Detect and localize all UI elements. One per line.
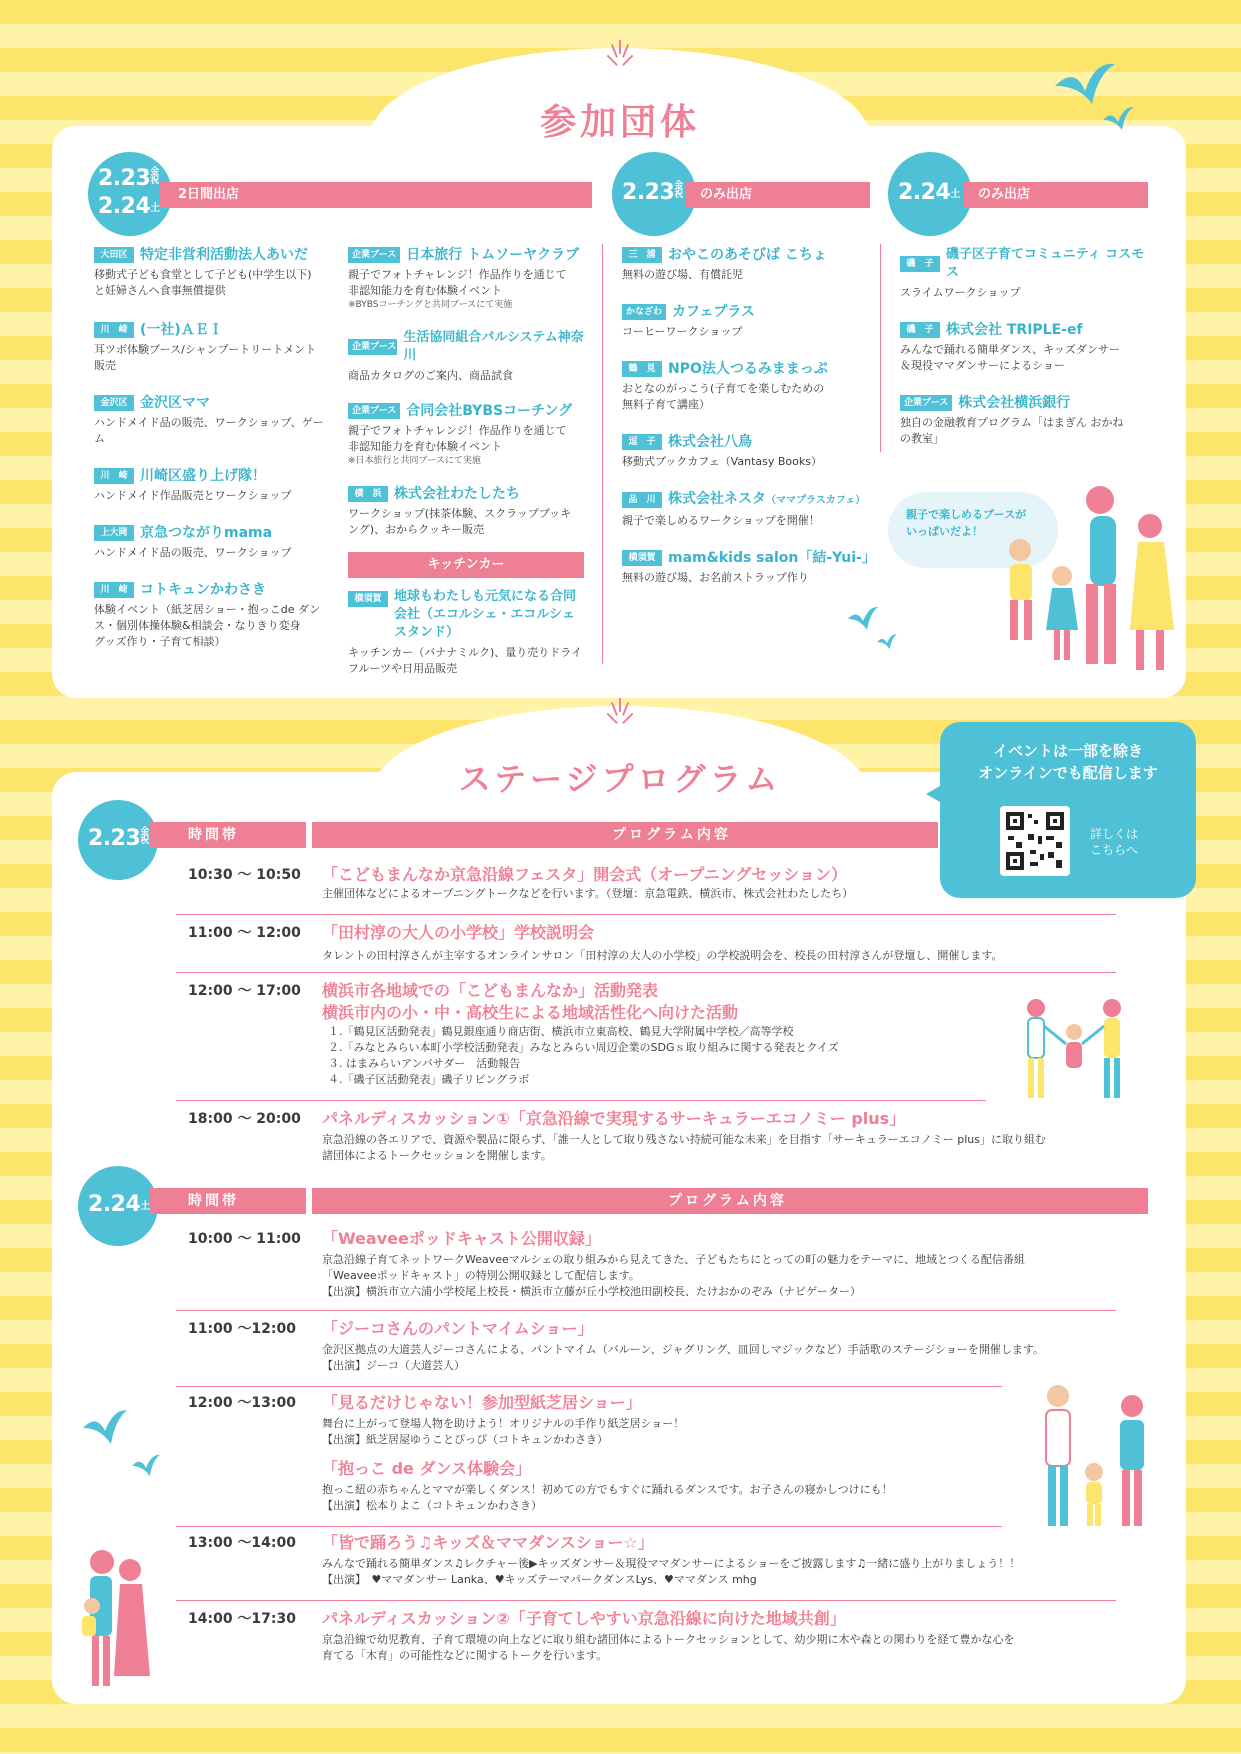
group-name: NPO法人つるみままっぷ bbox=[668, 361, 828, 377]
group-entry: 川 崎 コトキュンかわさき 体験イベント（紙芝居ショー・抱っこde ダン ス・個別体操体験&相談会・なりきり変身 グッズ作り・子育て相談） bbox=[94, 582, 321, 648]
group-name: 株式会社わたしたち bbox=[394, 486, 520, 502]
group-entry: 品 川 株式会社ネスタ（ママプラスカフェ） 親子で楽しめるワークショップを開催！ bbox=[622, 491, 866, 527]
program-row: 10:30 ～ 10:50 「こどもまんなか京急沿線フェスタ」開会式（オープニングセッション） 主催団体などによるオープニングトークなどを行います。（登壇：京急電鉄、横浜市、株式会社わたしたち） bbox=[176, 864, 1116, 914]
group-entry: 企業ブース 日本旅行 トムソーヤクラブ 親子でフォトチャレンジ！作品作りを通じて 非認知能力を育む体験イベント ※BYBSコーチングと共同ブースにて実施 bbox=[348, 247, 580, 310]
program-title: 「ジーコさんのパントマイムショー」 bbox=[322, 1319, 594, 1338]
program-time: 12:00 ～ 17:00 bbox=[188, 983, 301, 999]
group-name: 金沢区ママ bbox=[140, 395, 210, 411]
group-entry: 逗 子 株式会社八鳥 移動式ブックカフェ（Vantasy Books） bbox=[622, 434, 822, 468]
kitchen-car-heading: キッチンカー bbox=[348, 552, 584, 578]
group-entry: 川 崎 川崎区盛り上げ隊！ ハンドメイド作品販売とワークショップ bbox=[94, 468, 292, 502]
group-name: (一社)ＡＥＩ bbox=[140, 322, 223, 338]
header-time: 時間帯 bbox=[150, 822, 306, 848]
stage-title: ステージプログラム bbox=[458, 760, 782, 798]
family-illustration bbox=[960, 480, 1190, 690]
header-time: 時間帯 bbox=[150, 1188, 306, 1214]
date-badge-23: 2.23金祝 bbox=[612, 152, 696, 236]
area-tag: 横須賀 bbox=[622, 550, 662, 566]
speech-bubble: 親子で楽しめるブースが いっぱいだよ！ bbox=[888, 492, 1058, 568]
program-row: 12:00 ～ 17:00 横浜市各地域での「こどもまんなか」活動発表 横浜市内の小・中・高校生による地域活性化へ向けた活動 １.「鶴見区活動発表」鶴見銀座通り商店街、横浜市立東高校、鶴見大学附属中学校／高等学校 ２.「みなとみらい本町小学校活動発表」みなとみらい周辺企業のSDGｓ取り組みに関する発表とクイズ ３. はまみらいアンバサダー 活動報告 ４.「磯子区活動発表」磯子リビングラボ bbox=[176, 980, 1116, 1090]
row-separator bbox=[176, 1600, 1116, 1601]
group-name: 特定非営利活動法人あいだ bbox=[140, 247, 308, 263]
group-name: 生活協同組合パルシステム神奈川 bbox=[403, 330, 584, 363]
group-entry: 磯 子 株式会社 TRIPLE-ef みんなで踊れる簡単ダンス、キッズダンサー ＆現役ママダンサーによるショー bbox=[900, 322, 1120, 372]
program-title: 横浜市各地域での「こどもまんなか」活動発表 bbox=[322, 981, 659, 1000]
area-tag: 磯 子 bbox=[900, 322, 940, 338]
program-time: 18:00 ～ 20:00 bbox=[188, 1111, 301, 1127]
online-stream-notice: イベントは一部を除き オンラインでも配信します 詳しくは こちらへ bbox=[940, 722, 1196, 898]
program-time: 10:00 ～ 11:00 bbox=[188, 1231, 301, 1247]
program-time: 13:00 ～14:00 bbox=[188, 1535, 297, 1551]
row-separator bbox=[176, 1100, 986, 1101]
group-name: 株式会社横浜銀行 bbox=[958, 395, 1071, 411]
stage-date-badge-24: 2.24土 bbox=[78, 1166, 158, 1246]
area-tag: 横須賀 bbox=[348, 591, 388, 607]
program-title: 横浜市内の小・中・高校生による地域活性化へ向けた活動 bbox=[322, 1003, 739, 1022]
group-entry: 横須賀 mam&kids salon「結-Yui-」 無料の遊び場、お名前ストラップ作り bbox=[622, 550, 876, 584]
stage-date-badge-23: 2.23金祝 bbox=[78, 800, 158, 880]
group-entry: かなざわ カフェプラス コーヒーワークショップ bbox=[622, 304, 755, 338]
area-tag: 企業ブース bbox=[348, 339, 397, 355]
header-program: プログラム内容 bbox=[312, 1188, 1148, 1214]
group-name: 合同会社BYBSコーチング bbox=[406, 403, 573, 419]
group-name: 地球もわたしも元気になる合同会社（エコルシェ・エコルシェスタンド） bbox=[394, 589, 577, 640]
group-entry: 企業ブース 合同会社BYBSコーチング 親子でフォトチャレンジ！作品作りを通じて 非認知能力を育む体験イベント ※日本旅行と共同ブースにて実施 bbox=[348, 403, 573, 466]
group-name: おやこのあそびば こちょ bbox=[668, 247, 827, 263]
area-tag: 鶴 見 bbox=[622, 361, 662, 377]
area-tag: 企業ブース bbox=[348, 403, 400, 419]
area-tag: 企業ブース bbox=[900, 395, 952, 411]
program-time: 11:00 ～12:00 bbox=[188, 1321, 297, 1337]
program-row: 13:00 ～14:00 「皆で踊ろう♫キッズ＆ママダンスショー☆」 みんなで踊れる簡単ダンス♫レクチャー後▶キッズダンサー＆現役ママダンサーによるショーをご披露します♫一緒に盛り上がりましょう！！ 【出演】 ♥ママダンサー Lanka、♥キッズテーマパークダンスLys、♥ママダンス mhg bbox=[176, 1532, 1116, 1596]
group-name: 京急つながりmama bbox=[140, 525, 273, 541]
area-tag: 上大岡 bbox=[94, 525, 134, 541]
group-entry: 横 浜 株式会社わたしたち ワークショップ(抹茶体験、スクラップブッキ ング)、おからクッキー販売 bbox=[348, 486, 572, 536]
program-title: パネルディスカッション②「子育てしやすい京急沿線に向けた地域共創」 bbox=[322, 1609, 846, 1628]
groups-title: 参加団体 bbox=[539, 102, 700, 143]
bird-icon bbox=[130, 1452, 162, 1480]
area-tag: 三 浦 bbox=[622, 247, 662, 263]
program-time: 11:00 ～ 12:00 bbox=[188, 925, 301, 941]
group-column-2 bbox=[348, 246, 584, 691]
bubble-pointer bbox=[926, 786, 940, 802]
bird-icon bbox=[80, 1406, 130, 1450]
program-time: 12:00 ～13:00 bbox=[188, 1395, 297, 1411]
column-divider bbox=[602, 244, 603, 664]
group-entry: 磯 子 磯子区子育てコミュニティ コスモス スライムワークショップ bbox=[900, 246, 1150, 301]
label-23-only: のみ出店 bbox=[686, 182, 870, 208]
program-time: 10:30 ～ 10:50 bbox=[188, 867, 301, 883]
group-column-4 bbox=[900, 246, 1150, 461]
column-divider bbox=[880, 244, 881, 452]
program-row: 11:00 ～ 12:00 「田村淳の大人の小学校」学校説明会 タレントの田村淳さんが主宰するオンラインサロン「田村淳の大人の小学校」の学校説明会を、校長の田村淳さんが登壇し、開催します。 bbox=[176, 922, 1116, 972]
group-entry: 川 崎 (一社)ＡＥＩ 耳ツボ体験ブース/シャンプートリートメント 販売 bbox=[94, 322, 317, 372]
group-name: 日本旅行 トムソーヤクラブ bbox=[406, 247, 580, 263]
row-separator bbox=[176, 1386, 1002, 1387]
group-entry: 三 浦 おやこのあそびば こちょ 無料の遊び場、有償託児 bbox=[622, 247, 827, 281]
group-entry: 企業ブース 生活協同組合パルシステム神奈川 商品カタログのご案内、商品試食 bbox=[348, 330, 584, 382]
group-entry: 大田区 特定非営利活動法人あいだ 移動式子ども食堂として子ども(中学生以下) と妊婦さんへ食事無償提供 bbox=[94, 247, 312, 297]
details-link[interactable]: 詳しくは こちらへ bbox=[1090, 827, 1139, 857]
family-illustration bbox=[1016, 996, 1136, 1108]
group-name: カフェプラス bbox=[672, 304, 755, 320]
group-name: 磯子区子育てコミュニティ コスモス bbox=[946, 247, 1145, 280]
program-row: 10:00 ～ 11:00 「Weaveeポッドキャスト公開収録」 京急沿線子育てネットワークWeaveeマルシェの取り組みから見えてきた、子どもたちにとっての町の魅力をテーマに、地域とつくる配信番組 「Weaveeポッドキャスト」の特別公開収録として配信します。 【出演】横浜市立六浦小学校尾上校長・横浜市立藤が丘小学校池田副校長、たけおかのぞみ（ナビゲーター） bbox=[176, 1228, 1116, 1308]
group-name: 株式会社ネスタ（ママプラスカフェ） bbox=[668, 491, 866, 507]
program-title: 「こどもまんなか京急沿線フェスタ」開会式（オープニングセッション） bbox=[322, 865, 847, 884]
program-title: パネルディスカッション①「京急沿線で実現するサーキュラーエコノミー plus」 bbox=[322, 1109, 906, 1128]
program-row: 11:00 ～12:00 「ジーコさんのパントマイムショー」 金沢区拠点の大道芸人ジーコさんによる、パントマイム（バルーン、ジャグリング、皿回しマジックなど）手話歌のステージショーを開催します。 【出演】ジーコ（大道芸人） bbox=[176, 1318, 1116, 1378]
group-entry: 企業ブース 株式会社横浜銀行 独自の金融教育プログラム「はまぎん おかね の教室」 bbox=[900, 395, 1124, 445]
label-24-only: のみ出店 bbox=[964, 182, 1148, 208]
label-two-days: 2日間出店 bbox=[160, 182, 592, 208]
area-tag: 川 崎 bbox=[94, 468, 134, 484]
date-badge-24: 2.24土 bbox=[888, 152, 972, 236]
area-tag: 磯 子 bbox=[900, 256, 940, 272]
program-title: 「抱っこ de ダンス体験会」 bbox=[322, 1459, 532, 1478]
program-row: 14:00 ～17:30 パネルディスカッション②「子育てしやすい京急沿線に向けた地域共創」 京急沿線で幼児教育、子育て環境の向上などに取り組む諸団体によるトークセッションとして、幼少期に木や森との関わりを経て豊かな心を 育てる「木育」の可能性などに関するトークを行います。 bbox=[176, 1608, 1116, 1672]
area-tag: 逗 子 bbox=[622, 434, 662, 450]
program-title: 「見るだけじゃない！参加型紙芝居ショー」 bbox=[322, 1393, 642, 1412]
group-entry: 上大岡 京急つながりmama ハンドメイド品の販売、ワークショップ bbox=[94, 525, 292, 559]
group-name: コトキュンかわさき bbox=[140, 582, 266, 598]
area-tag: 川 崎 bbox=[94, 582, 134, 598]
row-separator bbox=[176, 914, 1116, 915]
area-tag: 金沢区 bbox=[94, 395, 134, 411]
group-name: 株式会社八鳥 bbox=[668, 434, 752, 450]
row-separator bbox=[176, 1310, 1116, 1311]
program-title: 「田村淳の大人の小学校」学校説明会 bbox=[322, 923, 595, 942]
program-row: 18:00 ～ 20:00 パネルディスカッション①「京急沿線で実現するサーキュラーエコノミー plus」 京急沿線の各エリアで、資源や製品に限らず、「誰一人として取り残さない持続可能な未来」を目指す「サーキュラーエコノミー plus」に取り組む 諸団体によるトークセッションを開催します。 bbox=[176, 1108, 1116, 1168]
header-program: プログラム内容 bbox=[312, 822, 938, 848]
group-entry: 横須賀 地球もわたしも元気になる合同会社（エコルシェ・エコルシェスタンド） キッチンカー（バナナミルク)、量り売りドライ フルーツや日用品販売 bbox=[348, 588, 584, 677]
group-column-3 bbox=[622, 246, 876, 600]
family-illustration bbox=[62, 1546, 162, 1696]
area-tag: 川 崎 bbox=[94, 322, 134, 338]
group-entry: 金沢区 金沢区ママ ハンドメイド品の販売、ワークショップ、ゲーム bbox=[94, 395, 324, 445]
area-tag: かなざわ bbox=[622, 304, 666, 320]
group-name: mam&kids salon「結-Yui-」 bbox=[668, 550, 876, 566]
area-tag: 横 浜 bbox=[348, 486, 388, 502]
bird-icon bbox=[846, 604, 880, 634]
row-separator bbox=[176, 1526, 1002, 1527]
program-time: 14:00 ～17:30 bbox=[188, 1611, 297, 1627]
family-illustration bbox=[1030, 1376, 1160, 1536]
date-badge-both: 2.23金祝 2.24土 bbox=[88, 152, 172, 236]
program-title: 「Weaveeポッドキャスト公開収録」 bbox=[322, 1229, 601, 1248]
row-separator bbox=[176, 972, 1116, 973]
bird-icon bbox=[876, 632, 898, 652]
group-column-1 bbox=[94, 246, 334, 664]
area-tag: 大田区 bbox=[94, 247, 134, 263]
area-tag: 企業ブース bbox=[348, 247, 400, 263]
group-entry: 鶴 見 NPO法人つるみままっぷ おとなのがっこう(子育てを楽しむための 無料子育て講座） bbox=[622, 361, 828, 411]
group-name: 株式会社 TRIPLE-ef bbox=[946, 322, 1083, 338]
area-tag: 品 川 bbox=[622, 492, 662, 508]
bird-icon bbox=[1100, 102, 1136, 138]
group-name: 川崎区盛り上げ隊！ bbox=[140, 468, 266, 484]
program-row: 12:00 ～13:00 「見るだけじゃない！参加型紙芝居ショー」 舞台に上がって登場人物を助けよう！オリジナルの手作り紙芝居ショー！ 【出演】紙芝居屋ゆうことぴっぴ（コトキュンかわさき） 「抱っこ de ダンス体験会」 抱っこ紐の赤ちゃんとママが楽しくダンス！初めての方でもすぐに踊れるダンスです。お子さんの寝かしつけにも！ 【出演】松本りよこ（コトキュンかわさき） bbox=[176, 1392, 1116, 1522]
program-title: 「皆で踊ろう♫キッズ＆ママダンスショー☆」 bbox=[322, 1533, 654, 1552]
